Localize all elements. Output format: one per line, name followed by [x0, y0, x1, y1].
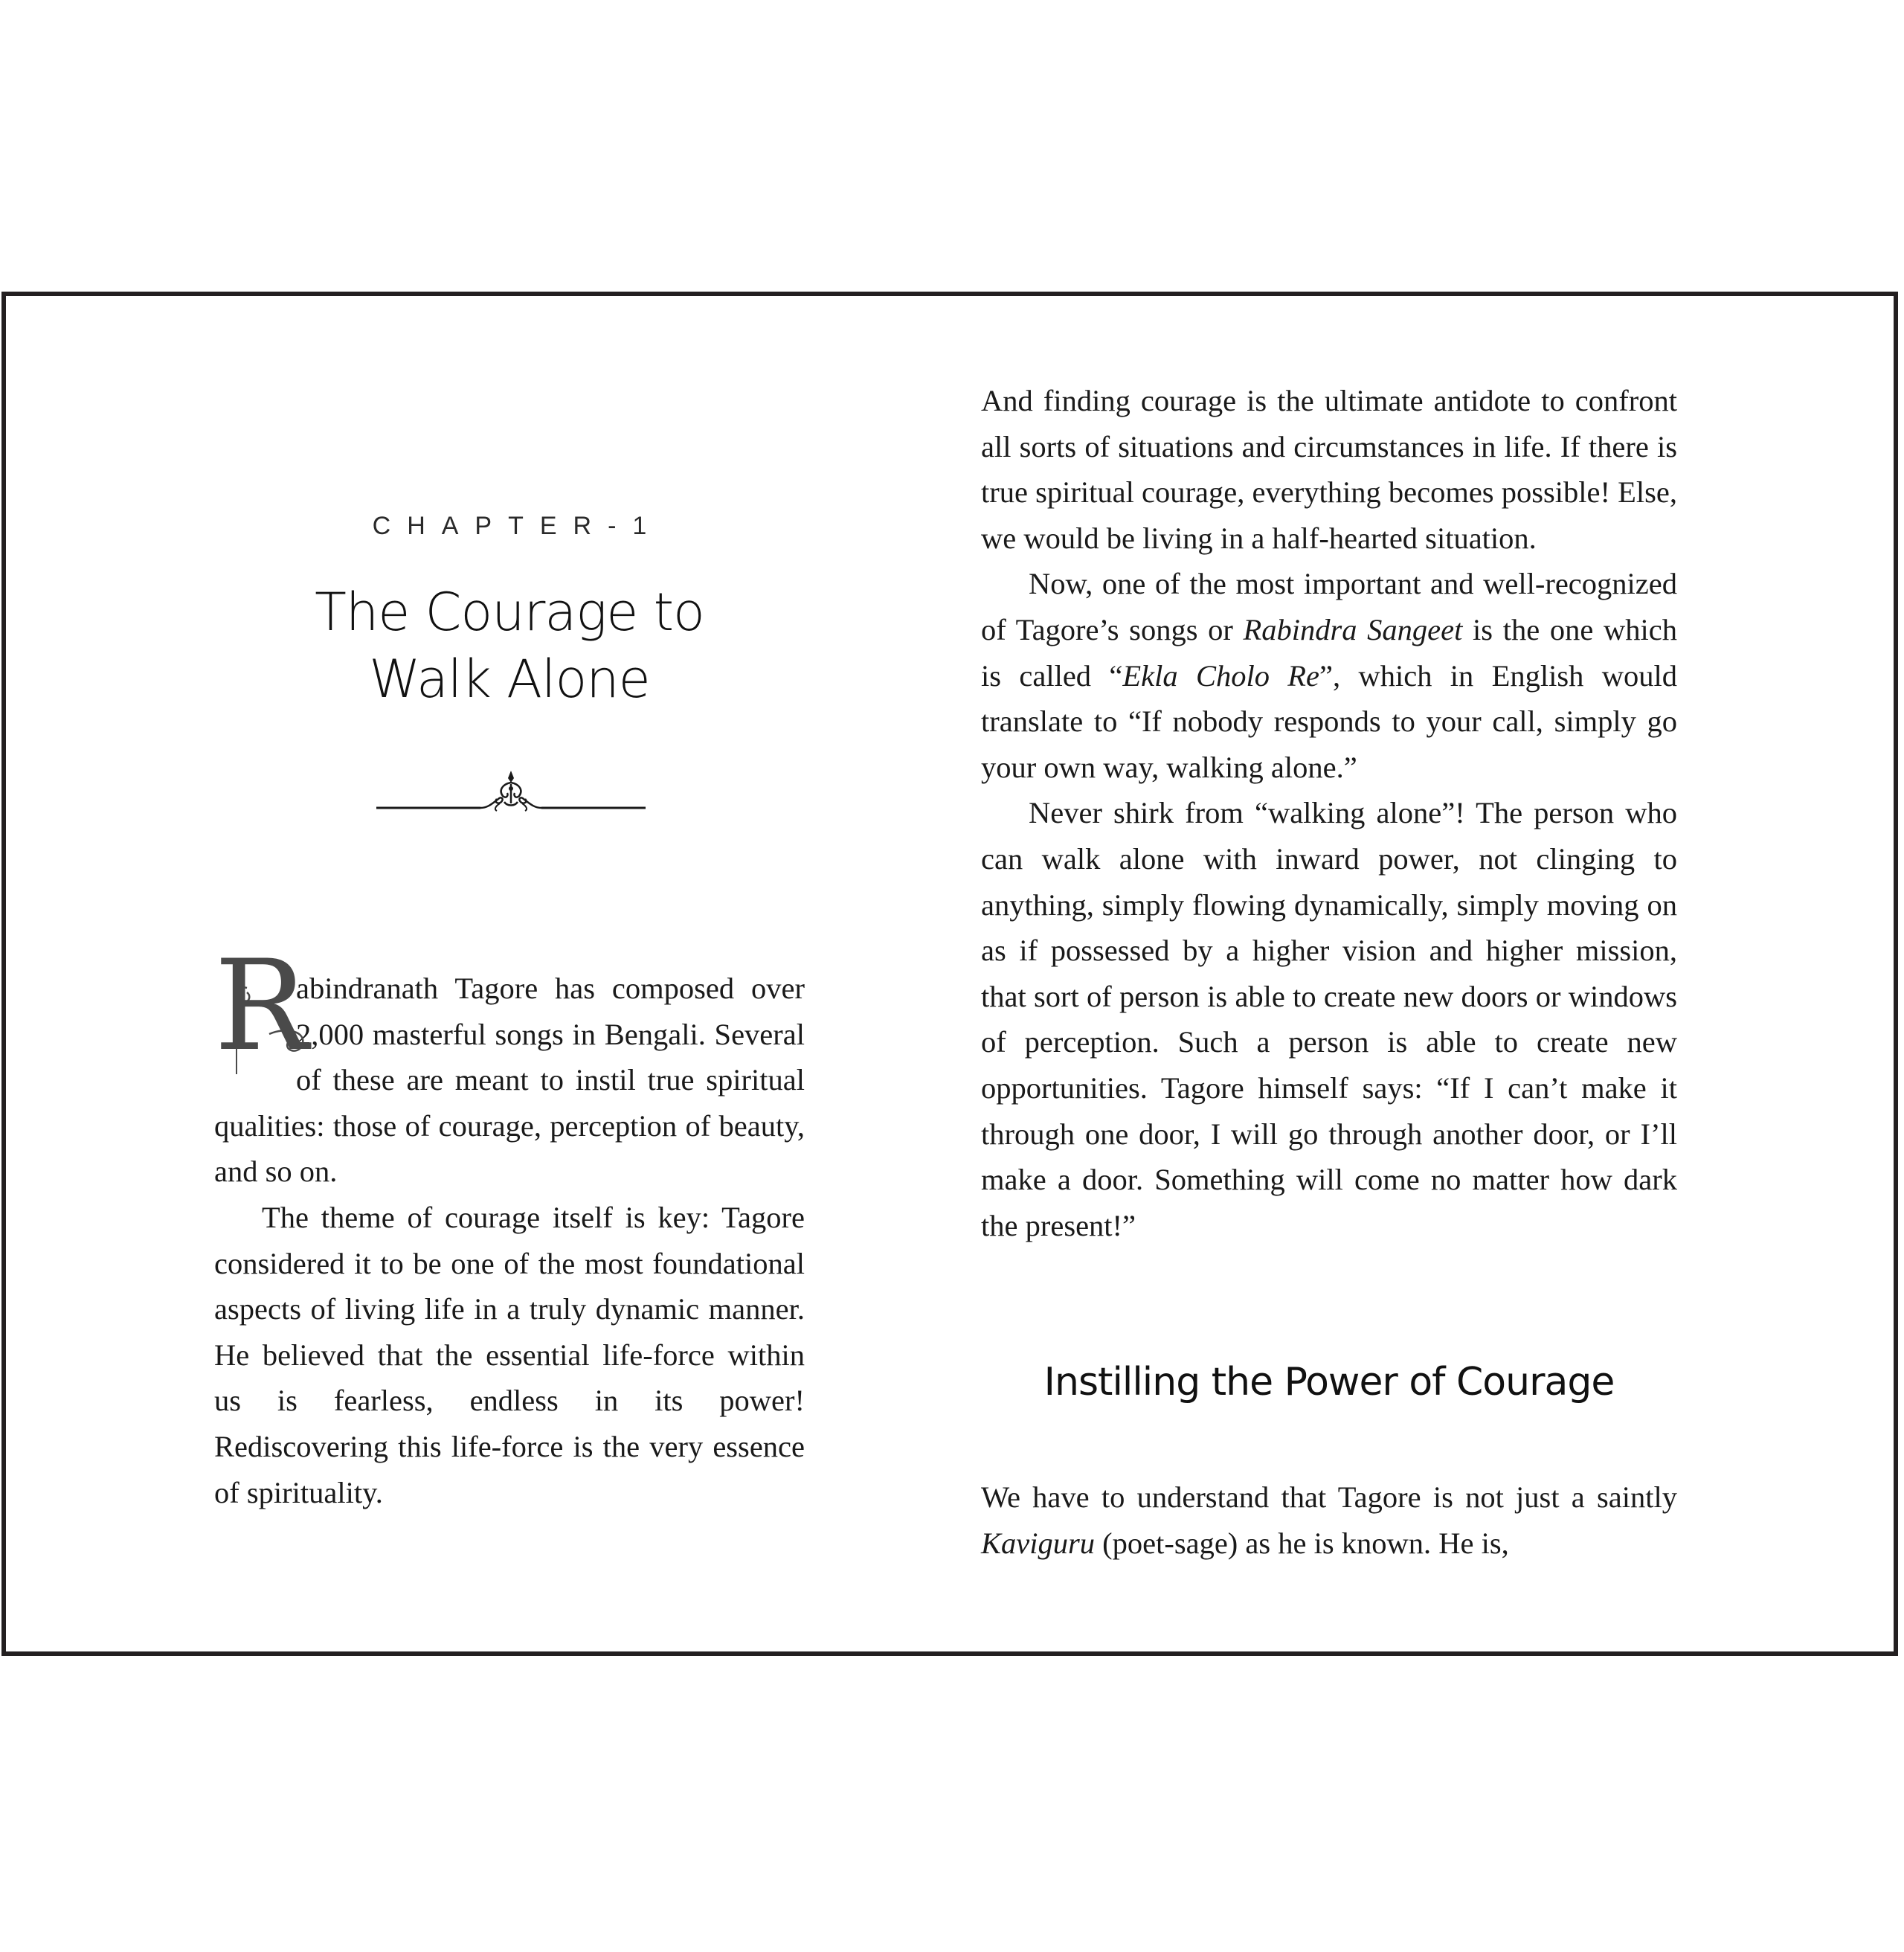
- paragraph-2: The theme of courage itself is key: Tagore considered it to be one of the most foundational aspects of living life in a truly dynamic manner. He believed that the essential life-force within us is fearless, endless in its power! Rediscovering this life-force is the very essence of spirituality.: [214, 1200, 805, 1509]
- flourish-divider-icon: [376, 766, 646, 814]
- ekla-cholo-re-italic: Ekla Cholo Re: [1122, 658, 1320, 693]
- paragraph-3: And finding courage is the ultimate antidote to confront all sorts of situations and circumstances in life. If there is true spiritual courage, everything becomes possible! Else, we would be living in a half-hearted situation.: [981, 384, 1677, 555]
- rabindra-sangeet-italic: Rabindra Sangeet: [1243, 612, 1463, 646]
- paragraph-6-text-a: We have to understand that Tagore is not just a saintly: [981, 1480, 1677, 1514]
- book-spread: [1, 292, 1898, 1656]
- chapter-title-line-2: Walk Alone: [369, 649, 650, 710]
- paragraph-1-text: abindranath Tagore has composed over 2,000 masterful songs in Bengali. Several of these are meant to instil true spiritual qualities: those of courage, perception of beauty, and so on.: [214, 972, 805, 1189]
- paragraph-4-text-a: Now, one of the most important and well-recognized of Tagore’s songs or: [981, 567, 1677, 646]
- kaviguru-italic: Kaviguru: [981, 1526, 1096, 1560]
- drop-cap-letter: R: [214, 933, 309, 1079]
- paragraph-4-text-c: ”, which in English would translate to “If nobody responds to your call, simply go your own way, walking alone.”: [981, 658, 1678, 784]
- paragraph-5: Never shirk from “walking alone”! The person who can walk alone with inward power, not clinging to anything, simply flowing dynamically, simply moving on as if possessed by a higher vision and higher mission, that sort of person is able to create new doors or windows of perception. Such a person is able to create new opportunities. Tagore himself says: “If I can’t make it through one door, I will go through another door, or I’ll make a door. Something will come no matter how dark the present!”: [981, 796, 1677, 1242]
- chapter-label: CHAPTER-1: [372, 512, 663, 540]
- left-body-text: [214, 933, 805, 1515]
- right-body-text: [981, 378, 1677, 1248]
- chapter-title: [214, 579, 805, 713]
- drop-cap: [214, 933, 309, 1079]
- paragraph-4: [981, 561, 1677, 790]
- right-body-text-2: [981, 1474, 1677, 1566]
- section-subheading: Instilling the Power of Courage: [1043, 1360, 1615, 1404]
- paragraph-4-text-b: is the one which is called “: [981, 612, 1677, 693]
- paragraph-6-text-b: (poet-sage) as he is known. He is,: [1095, 1526, 1509, 1560]
- paragraph-6: [981, 1474, 1677, 1566]
- chapter-title-line-1: The Courage to: [315, 582, 704, 643]
- paragraph-1: [214, 933, 805, 1195]
- drop-cap-swash-icon: [214, 963, 318, 1074]
